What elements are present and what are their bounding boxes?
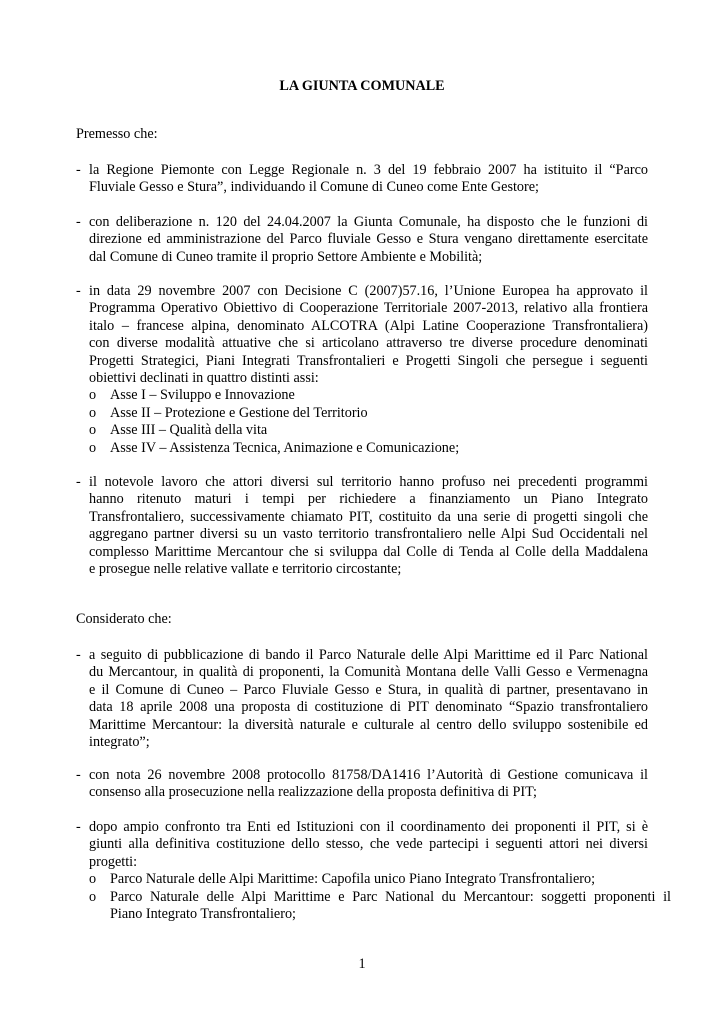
document-title: LA GIUNTA COMUNALE [279, 78, 445, 94]
text-line: aggregano partner diversi su un vasto territorio transfrontaliero nelle Alpi Sud Occidentali nel [89, 526, 648, 543]
text-line: hanno ritenuto maturi i tempi per richiedere a finanziamento un Piano Integrato [89, 491, 648, 508]
considerato-item-2 [76, 767, 648, 802]
text-line: progetti: [89, 853, 138, 870]
page-number: 1 [358, 956, 366, 972]
considerato-item-1 [76, 647, 648, 751]
considerato-item-3 [76, 819, 671, 923]
text-line: Asse IV – Assistenza Tecnica, Animazione e Comunicazione; [110, 439, 460, 456]
text-line: Programma Operativo Obiettivo di Cooperazione Territoriale 2007-2013, relativo alla frontiera [89, 300, 648, 317]
bullet-icon: o [89, 439, 97, 456]
bullet-icon: o [89, 387, 97, 404]
text-line: Piano Integrato Transfrontaliero; [110, 906, 296, 923]
text-line: du Mercantour, in qualità di proponenti, la Comunità Montana delle Valli Gesso e Vermenagna [89, 664, 648, 681]
text-line: Asse II – Protezione e Gestione del Territorio [110, 404, 368, 421]
text-line: dal Comune di Cuneo tramite il proprio Settore Ambiente e Mobilità; [89, 248, 483, 265]
list-dash: - [76, 647, 81, 663]
text-line: Parco Naturale delle Alpi Marittime e Parc National du Mercantour: soggetti proponenti il [110, 888, 671, 905]
text-line: con diverse modalità attuative che si articolano attraverso tre diverse procedure denominati [89, 335, 648, 352]
text-line: il notevole lavoro che attori diversi sul territorio hanno profuso nei precedenti programmi [89, 474, 648, 490]
text-line: con nota 26 novembre 2008 protocollo 81758/DA1416 l’Autorità di Gestione comunicava il [89, 767, 648, 783]
text-line: direzione ed amministrazione del Parco fluviale Gesso e Stura vengano direttamente esercitate [89, 231, 648, 248]
bullet-icon: o [89, 888, 97, 905]
paragraph-text [89, 214, 648, 266]
paragraph-text [89, 283, 648, 387]
sub-list-item [89, 422, 648, 439]
considerato-heading: Considerato che: [76, 611, 172, 627]
text-line: Progetti Strategici, Piani Integrati Transfrontalieri e Progetti Singoli che persegue i seguenti [89, 352, 648, 369]
text-line: con deliberazione n. 120 del 24.04.2007 la Giunta Comunale, ha disposto che le funzioni di [89, 214, 648, 230]
paragraph-text [89, 647, 648, 751]
text-line: Asse III – Qualità della vita [110, 422, 268, 439]
premesso-item-1 [76, 162, 648, 197]
text-line: Asse I – Sviluppo e Innovazione [110, 387, 295, 404]
paragraph-text [89, 819, 648, 871]
text-line: data 18 aprile 2008 una proposta di costituzione di PIT denominato “Spazio transfrontaliero [89, 699, 648, 716]
text-line: Transfrontaliero, successivamente chiamato PIT, costituito da una serie di progetti singoli che [89, 508, 648, 525]
text-line: giunti alla definitiva costituzione dello stesso, che vede partecipi i seguenti attori nei diversi [89, 836, 648, 853]
sub-list-item [89, 440, 648, 457]
paragraph-text [89, 162, 648, 197]
bullet-icon: o [89, 404, 97, 421]
bullet-icon: o [89, 871, 97, 888]
text-line: Fluviale Gesso e Stura”, individuando il Comune di Cuneo come Ente Gestore; [89, 179, 539, 196]
text-line: integrato”; [89, 734, 150, 751]
sub-list-item [89, 387, 648, 404]
premesso-item-4 [76, 474, 648, 578]
list-dash: - [76, 214, 81, 230]
list-dash: - [76, 283, 81, 299]
paragraph-text [89, 767, 648, 802]
sub-list-item [89, 405, 648, 422]
text-line: dopo ampio confronto tra Enti ed Istituzioni con il coordinamento dei proponenti il PIT, si è [89, 819, 648, 835]
list-dash: - [76, 474, 81, 490]
text-line: a seguito di pubblicazione di bando il Parco Naturale delle Alpi Marittime ed il Parc National [89, 647, 648, 663]
list-dash: - [76, 819, 81, 835]
text-line: e prosegue nelle relative vallate e territorio circostante; [89, 561, 402, 578]
list-dash: - [76, 767, 81, 783]
text-line: in data 29 novembre 2007 con Decisione C (2007)57.16, l’Unione Europea ha approvato il [89, 283, 648, 299]
paragraph-text [89, 474, 648, 578]
text-line: consenso alla prosecuzione nella realizzazione della proposta definitiva di PIT; [89, 784, 537, 801]
text-line: e il Comune di Cuneo – Parco Fluviale Gesso e Stura, in qualità di partner, presentavano in [89, 681, 648, 698]
sub-list-item [89, 871, 648, 888]
premesso-heading: Premesso che: [76, 126, 158, 142]
text-line: Marittime Mercantour: la diversità naturale e culturale al centro dello sviluppo sostenibile ed [89, 716, 648, 733]
sub-list-item [89, 889, 671, 924]
text-line: Parco Naturale delle Alpi Marittime: Capofila unico Piano Integrato Transfrontaliero; [110, 871, 596, 888]
text-line: italo – francese alpina, denominato ALCOTRA (Alpi Latine Cooperazione Transfrontaliera) [89, 317, 648, 334]
text-line: obiettivi declinati in quattro distinti assi: [89, 370, 319, 387]
text-line: complesso Marittime Mercantour che si sviluppa dal Colle di Tenda al Colle della Maddalena [89, 543, 648, 560]
bullet-icon: o [89, 422, 97, 439]
text-line: la Regione Piemonte con Legge Regionale n. 3 del 19 febbraio 2007 ha istituito il “Parco [89, 162, 648, 178]
list-dash: - [76, 162, 81, 178]
premesso-item-3 [76, 283, 648, 457]
premesso-item-2 [76, 214, 648, 266]
